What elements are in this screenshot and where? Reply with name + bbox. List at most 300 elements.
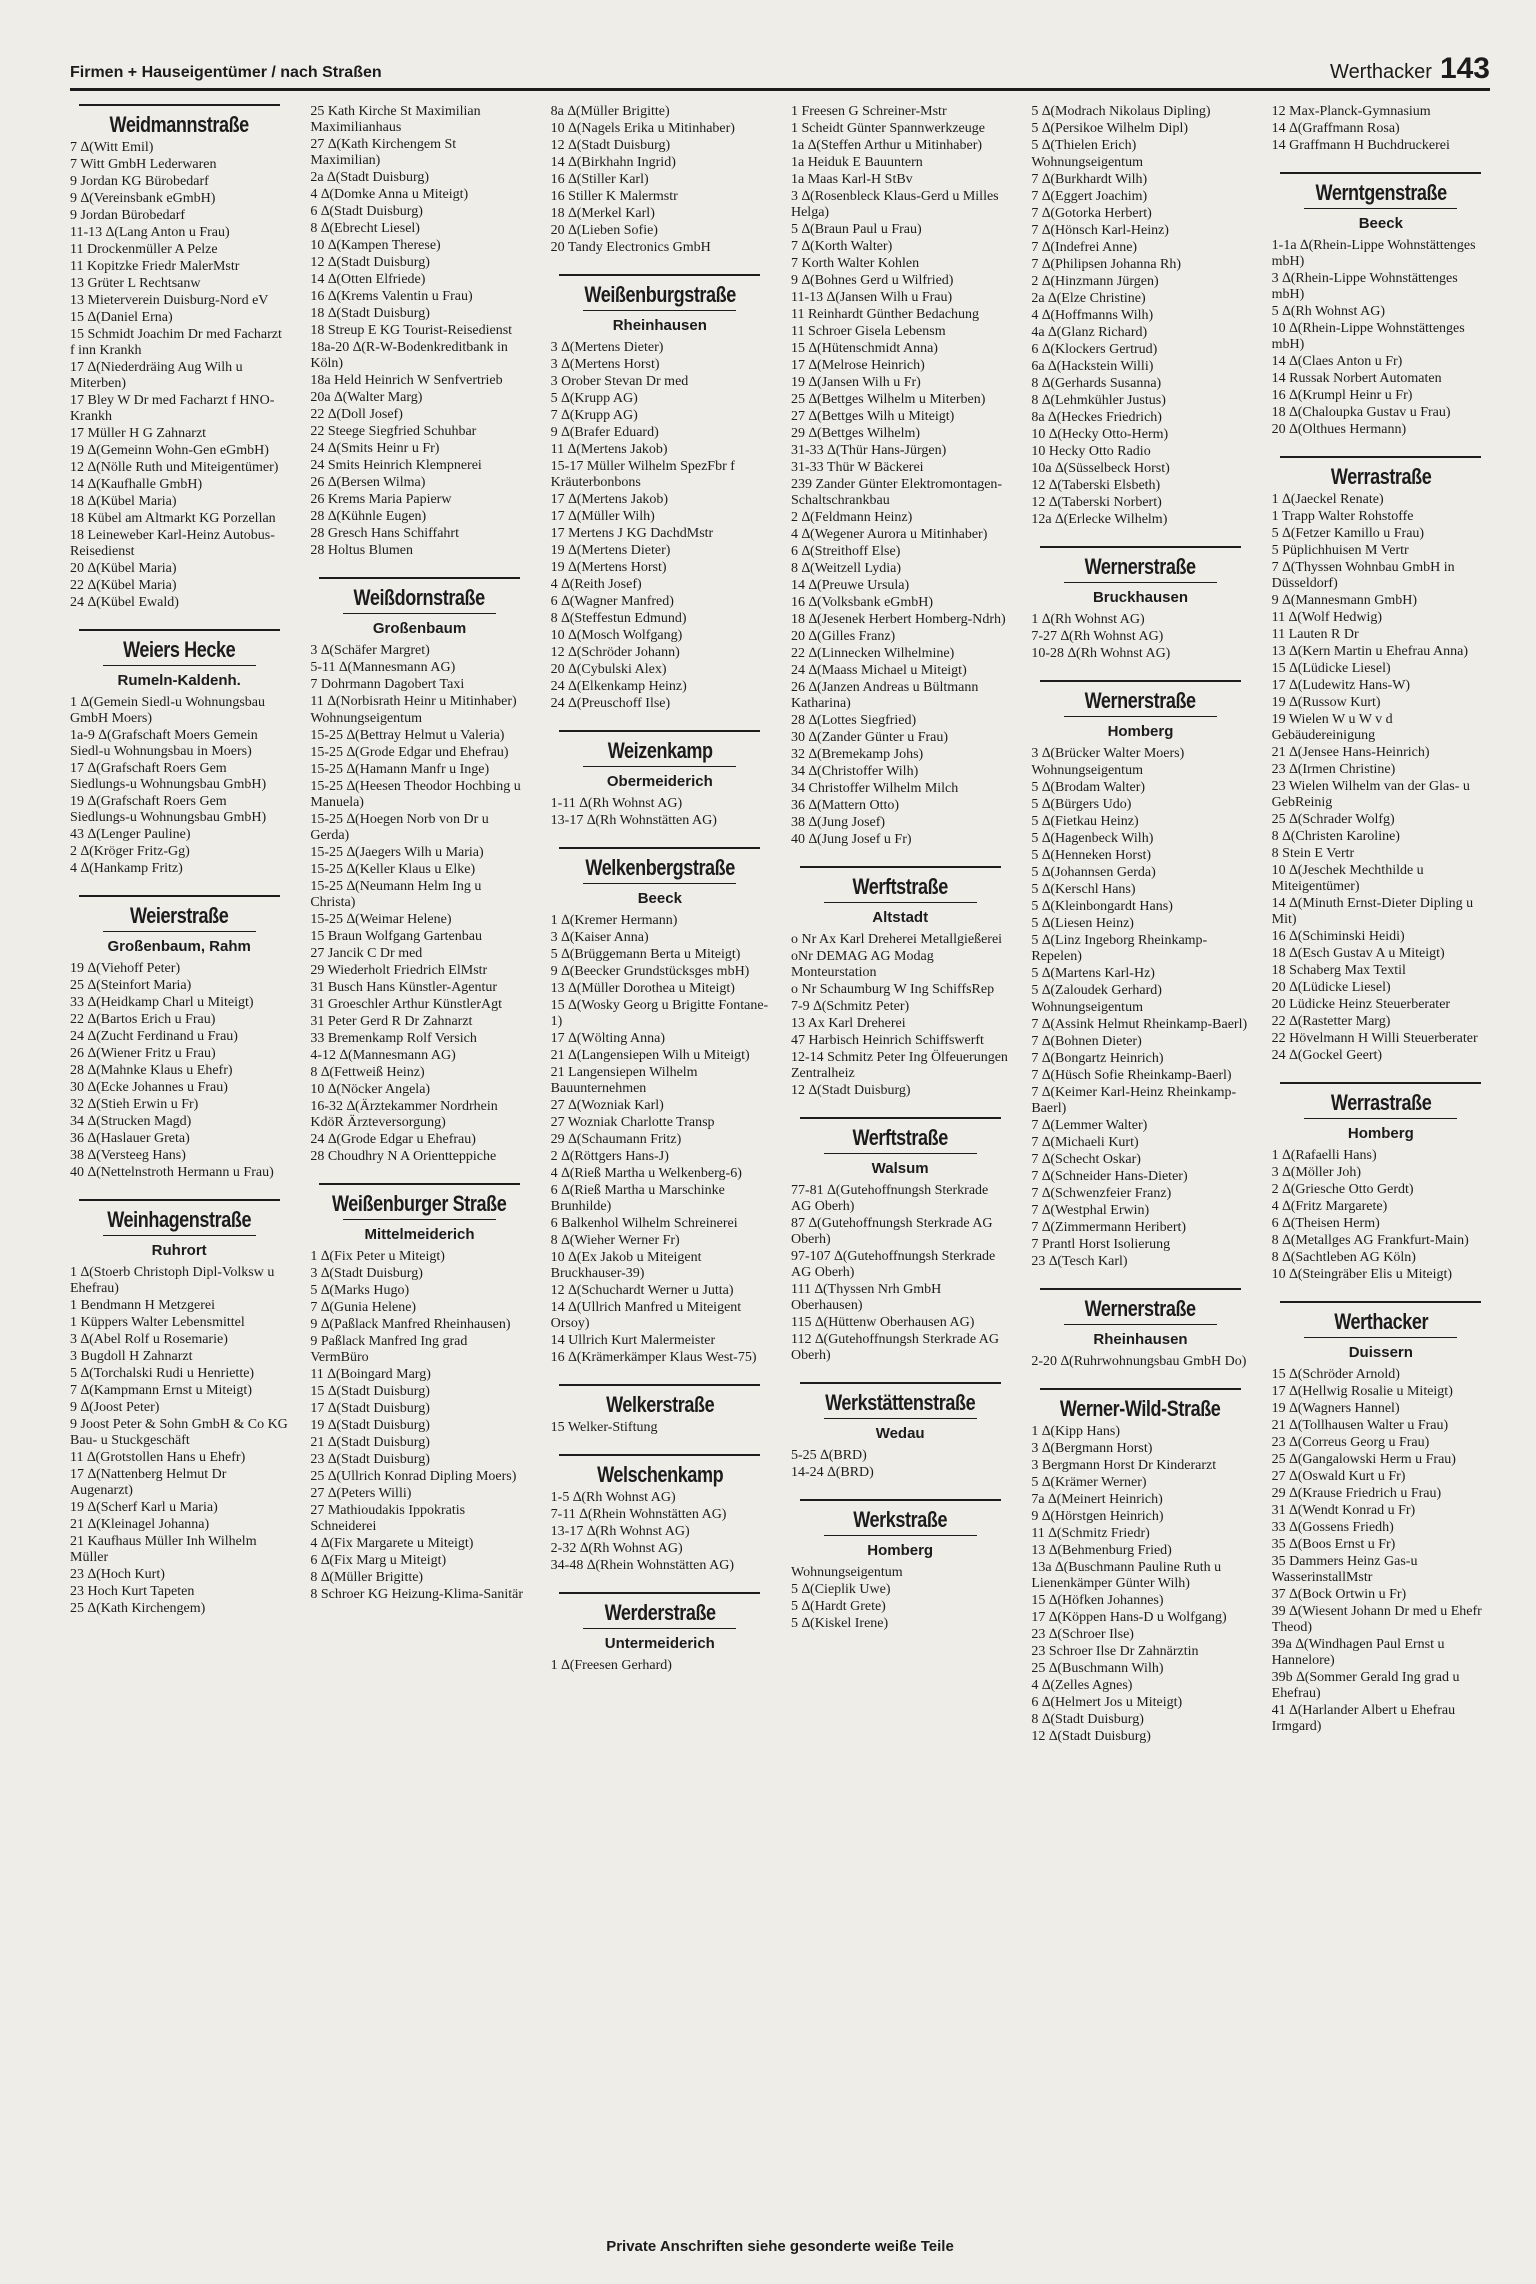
street-divider	[800, 1382, 1001, 1384]
directory-entry: 20a ∆(Walter Marg)	[310, 390, 423, 405]
directory-entry: 13 Ax Karl Dreherei	[790, 1016, 906, 1031]
directory-entry: 21 ∆(Jensee Hans-Heinrich)	[1271, 745, 1430, 760]
directory-entry: 1 Bendmann H Metzgerei	[70, 1298, 216, 1313]
directory-entry: 7 ∆(Michaeli Kurt)	[1031, 1135, 1139, 1150]
directory-entry: 19 ∆(Stadt Duisburg)	[310, 1418, 430, 1433]
directory-entry: 31-33 ∆(Thür Hans-Jürgen)	[790, 443, 947, 458]
directory-entry: 4 ∆(Fritz Margarete)	[1271, 1199, 1388, 1214]
directory-entry: 9 Jordan KG Bürobedarf	[70, 174, 209, 189]
directory-entry: 28 ∆(Mahnke Klaus u Ehefr)	[70, 1063, 233, 1078]
directory-entry: 23 ∆(Stadt Duisburg)	[310, 1452, 430, 1467]
directory-entry: 2a ∆(Elze Christine)	[1031, 291, 1146, 306]
directory-entry: 7 ∆(Schneider Hans-Dieter)	[1031, 1169, 1188, 1184]
directory-entry: 12 Max-Planck-Gymnasium	[1271, 104, 1431, 119]
directory-entry: 19 ∆(Gemeinn Wohn-Gen eGmbH)	[70, 443, 269, 458]
directory-entry: 18a Held Heinrich W Senfvertrieb	[310, 373, 503, 388]
directory-entry: 13 ∆(Kern Martin u Ehefrau Anna)	[1271, 644, 1468, 659]
directory-entry: 27 ∆(Kath Kirchengem St Maximilian)	[310, 137, 457, 168]
street-name: Werftstraße	[852, 1125, 948, 1150]
directory-entry: 10 ∆(Jeschek Mechthilde u Miteigentümer)	[1271, 863, 1424, 894]
directory-entry: 9 ∆(Paßlack Manfred Rheinhausen)	[310, 1317, 511, 1332]
directory-entry: 22 ∆(Bartos Erich u Frau)	[70, 1012, 216, 1027]
directory-entry: 9 Jordan Bürobedarf	[70, 208, 186, 223]
directory-entry: 8 Stein E Vertr	[1271, 846, 1355, 861]
directory-entry: 23 Wielen Wilhelm van der Glas- u GebReinig	[1271, 779, 1470, 810]
directory-entry: 11 ∆(Norbisrath Heinr u Mitinhaber)	[310, 694, 517, 709]
directory-entry: 7 ∆(Lemmer Walter)	[1031, 1118, 1148, 1133]
directory-entry: Wohnungseigentum	[1031, 155, 1143, 170]
directory-entry: 5 ∆(Brodam Walter)	[1031, 780, 1146, 795]
street-divider	[559, 1592, 760, 1594]
street-divider	[1040, 1388, 1241, 1390]
directory-entry: 10 Hecky Otto Radio	[1031, 444, 1151, 459]
directory-entry: 6 ∆(Fix Marg u Miteigt)	[310, 1553, 447, 1568]
directory-entry: 11 Kopitzke Friedr MalerMstr	[70, 259, 240, 274]
directory-entry: 22 ∆(Linnecken Wilhelmine)	[790, 646, 955, 661]
directory-entry: 13 ∆(Behmenburg Fried)	[1031, 1543, 1172, 1558]
directory-entry: 11 ∆(Schmitz Friedr)	[1031, 1526, 1150, 1541]
street-block	[1272, 104, 1490, 154]
district-divider	[824, 902, 977, 903]
district-name: Duissern	[1348, 1344, 1413, 1361]
directory-entry: 39a ∆(Windhagen Paul Ernst u Hannelore)	[1271, 1637, 1445, 1668]
district-divider	[824, 1153, 977, 1154]
directory-entry: 1-1a ∆(Rhein-Lippe Wohnstättenges mbH)	[1271, 238, 1476, 269]
street-name: Weidmannstraße	[109, 112, 249, 137]
directory-entry: Wohnungseigentum	[1031, 763, 1143, 778]
directory-entry: 8 ∆(Fettweiß Heinz)	[310, 1065, 425, 1080]
directory-entry: 115 ∆(Hüttenw Oberhausen AG)	[790, 1315, 975, 1330]
directory-entry: 6a ∆(Hackstein Willi)	[1031, 359, 1154, 374]
directory-entry: 18 ∆(Esch Gustav A u Miteigt)	[1271, 946, 1445, 961]
street-name: Weißdornstraße	[353, 585, 486, 610]
directory-entry: 2 ∆(Feldmann Heinz)	[790, 510, 913, 525]
directory-entry: 12 ∆(Taberski Norbert)	[1031, 495, 1162, 510]
directory-entry: 8 ∆(Steffestun Edmund)	[550, 611, 687, 626]
street-name: Weinhagenstraße	[107, 1207, 252, 1232]
directory-entry: 24 ∆(Smits Heinr u Fr)	[310, 441, 440, 456]
directory-entry: 6 ∆(Theisen Herm)	[1271, 1216, 1380, 1231]
directory-entry: 13 ∆(Müller Dorothea u Miteigt)	[550, 981, 735, 996]
directory-entry: 15-25 ∆(Grode Edgar und Ehefrau)	[310, 745, 509, 760]
directory-entry: 8 ∆(Müller Brigitte)	[310, 1570, 424, 1585]
directory-entry: 5 ∆(Cieplik Uwe)	[790, 1582, 891, 1597]
directory-entry: 5 ∆(Kerschl Hans)	[1031, 882, 1136, 897]
street-divider	[559, 1454, 760, 1456]
directory-entry: 22 ∆(Rastetter Marg)	[1271, 1014, 1391, 1029]
street-block	[1272, 1301, 1490, 1735]
directory-entry: 13-17 ∆(Rh Wohnst AG)	[550, 1524, 690, 1539]
directory-entry: 7 ∆(Schwenzfeier Franz)	[1031, 1186, 1172, 1201]
directory-entry: 36 ∆(Haslauer Greta)	[70, 1131, 190, 1146]
directory-entry: 20 ∆(Kübel Maria)	[70, 561, 177, 576]
directory-entry: 5 ∆(Linz Ingeborg Rheinkamp-Repelen)	[1031, 933, 1208, 964]
directory-entry: 4 ∆(Reith Josef)	[550, 577, 642, 592]
directory-entry: 15 ∆(Daniel Erna)	[70, 310, 173, 325]
page-number: 143	[1439, 52, 1490, 85]
directory-entry: 2 ∆(Kröger Fritz-Gg)	[70, 844, 190, 859]
directory-entry: 5 ∆(Brüggemann Berta u Miteigt)	[550, 947, 741, 962]
directory-entry: 27 ∆(Peters Willi)	[310, 1486, 412, 1501]
directory-entry: 5 ∆(Persikoe Wilhelm Dipl)	[1031, 121, 1188, 136]
directory-entry: 22 ∆(Kübel Maria)	[70, 578, 177, 593]
directory-entry: 15 ∆(Höfken Johannes)	[1031, 1593, 1164, 1608]
directory-entry: 5-11 ∆(Mannesmann AG)	[310, 660, 456, 675]
directory-entry: 17 ∆(Stadt Duisburg)	[310, 1401, 430, 1416]
directory-entry: 8 ∆(Sachtleben AG Köln)	[1271, 1250, 1416, 1265]
directory-entry: 25 ∆(Gangalowski Herm u Frau)	[1271, 1452, 1456, 1467]
directory-entry: 13 Mieterverein Duisburg-Nord eV	[70, 293, 269, 308]
district-name: Rheinhausen	[1093, 1331, 1188, 1348]
directory-entry: 17 Mertens J KG DachdMstr	[550, 526, 714, 541]
directory-entry: 33 ∆(Heidkamp Charl u Miteigt)	[70, 995, 254, 1010]
street-name: Werftstraße	[852, 874, 948, 899]
directory-entry: 2a ∆(Stadt Duisburg)	[310, 170, 430, 185]
directory-entry: 15 Schmidt Joachim Dr med Facharzt f inn Krankh	[70, 327, 282, 358]
street-divider	[800, 1499, 1001, 1501]
directory-entry: 7 Korth Walter Kohlen	[790, 256, 920, 271]
directory-entry: 4 ∆(Zelles Agnes)	[1031, 1678, 1133, 1693]
directory-entry: 17 Müller H G Zahnarzt	[70, 426, 207, 441]
directory-entry: 6 ∆(Stadt Duisburg)	[310, 204, 423, 219]
street-name: Werderstraße	[604, 1600, 716, 1625]
directory-entry: 31 Busch Hans Künstler-Agentur	[310, 980, 498, 995]
directory-entry: 12 ∆(Stadt Duisburg)	[790, 1083, 911, 1098]
street-name: Weiers Hecke	[123, 637, 236, 662]
directory-entry: 15-25 ∆(Heesen Theodor Hochbing u Manuela)	[310, 779, 521, 810]
directory-column	[791, 104, 1009, 2204]
street-block	[551, 1384, 769, 1436]
directory-entry: 11 Lauten R Dr	[1271, 627, 1359, 642]
directory-entry: 11 ∆(Grotstollen Hans u Ehefr)	[70, 1450, 246, 1465]
directory-entry: 5 ∆(Henneken Horst)	[1031, 848, 1152, 863]
district-name: Homberg	[1107, 723, 1174, 740]
directory-entry: 1 Trapp Walter Rohstoffe	[1271, 509, 1414, 524]
directory-entry: 5 ∆(Modrach Nikolaus Dipling)	[1031, 104, 1211, 119]
street-name: Welschenkamp	[596, 1462, 723, 1487]
directory-entry: 5 ∆(Kleinbongardt Hans)	[1031, 899, 1173, 914]
directory-entry: 5 ∆(Bürgers Udo)	[1031, 797, 1132, 812]
district-divider	[103, 665, 256, 666]
directory-entry: 7 ∆(Assink Helmut Rheinkamp-Baerl)	[1031, 1017, 1248, 1032]
directory-entry: 1a Maas Karl-H StBv	[790, 172, 913, 187]
directory-entry: 27 Wozniak Charlotte Transp	[550, 1115, 715, 1130]
street-block	[791, 866, 1009, 1099]
directory-entry: 4 ∆(Domke Anna u Miteigt)	[310, 187, 469, 202]
street-block	[1031, 104, 1249, 528]
directory-entry: 7 ∆(Schecht Oskar)	[1031, 1152, 1141, 1167]
directory-entry: 12 ∆(Stadt Duisburg)	[550, 138, 671, 153]
street-name: Werkstraße	[853, 1507, 948, 1532]
directory-entry: 29 ∆(Krause Friedrich u Frau)	[1271, 1486, 1442, 1501]
directory-entry: 9 ∆(Hörstgen Heinrich)	[1031, 1509, 1164, 1524]
directory-entry: 12 ∆(Stadt Duisburg)	[1031, 1729, 1151, 1744]
directory-entry: 6 ∆(Wagner Manfred)	[550, 594, 674, 609]
street-block	[791, 1382, 1009, 1481]
directory-columns	[70, 104, 1490, 2204]
district-divider	[103, 931, 256, 932]
street-block	[70, 895, 288, 1181]
street-block	[791, 104, 1009, 848]
directory-entry: 3 Orober Stevan Dr med	[550, 374, 689, 389]
directory-entry: 7-11 ∆(Rhein Wohnstätten AG)	[550, 1507, 727, 1522]
directory-column	[551, 104, 769, 2204]
directory-entry: 4 ∆(Fix Margarete u Miteigt)	[310, 1536, 474, 1551]
district-name: Homberg	[867, 1542, 934, 1559]
directory-entry: 24 ∆(Maass Michael u Miteigt)	[790, 663, 967, 678]
directory-column	[1031, 104, 1249, 2204]
directory-entry: 7 Witt GmbH Lederwaren	[70, 157, 217, 172]
directory-entry: 7 ∆(Korth Walter)	[790, 239, 893, 254]
directory-entry: 24 ∆(Gockel Geert)	[1271, 1048, 1383, 1063]
directory-entry: 7 ∆(Bohnen Dieter)	[1031, 1034, 1142, 1049]
directory-entry: 14 ∆(Otten Elfriede)	[310, 272, 426, 287]
directory-entry: 39 ∆(Wiesent Johann Dr med u Ehefr Theod)	[1271, 1604, 1482, 1635]
directory-entry: 1 Küppers Walter Lebensmittel	[70, 1315, 245, 1330]
district-name: Ruhrort	[151, 1242, 207, 1259]
directory-entry: 30 ∆(Zander Günter u Frau)	[790, 730, 949, 745]
directory-entry: 8 ∆(Wieher Werner Fr)	[550, 1233, 680, 1248]
street-divider	[1280, 456, 1481, 458]
directory-entry: 33 ∆(Gossens Friedh)	[1271, 1520, 1394, 1535]
directory-entry: 25 ∆(Buschmann Wilh)	[1031, 1661, 1164, 1676]
street-block	[791, 1117, 1009, 1364]
street-block	[551, 274, 769, 712]
directory-entry: 26 ∆(Wiener Fritz u Frau)	[70, 1046, 216, 1061]
directory-entry: 9 ∆(Brafer Eduard)	[550, 425, 659, 440]
directory-entry: 15-25 ∆(Hoegen Norb von Dr u Gerda)	[310, 812, 489, 843]
directory-entry: 9 ∆(Mannesmann GmbH)	[1271, 593, 1418, 608]
directory-entry: 111 ∆(Thyssen Nrh GmbH Oberhausen)	[790, 1282, 942, 1313]
directory-entry: 19 ∆(Wagners Hannel)	[1271, 1401, 1400, 1416]
directory-column	[70, 104, 288, 2204]
directory-entry: 15 Welker-Stiftung	[550, 1420, 658, 1435]
page-marker	[1330, 54, 1490, 88]
directory-entry: 14 ∆(Birkhahn Ingrid)	[550, 155, 676, 170]
directory-entry: 15-25 ∆(Hamann Manfr u Inge)	[310, 762, 490, 777]
directory-entry: 14 ∆(Graffmann Rosa)	[1271, 121, 1400, 136]
directory-entry: 8 ∆(Stadt Duisburg)	[1031, 1712, 1144, 1727]
directory-entry: 27 Jancik C Dr med	[310, 946, 423, 961]
district-name: Rumeln-Kaldenh.	[117, 672, 241, 689]
directory-entry: 23 ∆(Irmen Christine)	[1271, 762, 1396, 777]
district-name: Rheinhausen	[612, 317, 707, 334]
directory-entry: 37 ∆(Bock Ortwin u Fr)	[1271, 1587, 1407, 1602]
directory-entry: 28 Choudhry N A Orientteppiche	[310, 1149, 497, 1164]
directory-entry: 26 Krems Maria Papierw	[310, 492, 452, 507]
directory-entry: 17 Bley W Dr med Facharzt f HNO-Krankh	[70, 393, 275, 424]
street-block	[1272, 1082, 1490, 1283]
directory-entry: 7 Prantl Horst Isolierung	[1031, 1237, 1171, 1252]
directory-entry: 7 ∆(Witt Emil)	[70, 140, 154, 155]
directory-entry: 27 ∆(Oswald Kurt u Fr)	[1271, 1469, 1406, 1484]
directory-entry: 16 ∆(Krumpl Heinr u Fr)	[1271, 388, 1413, 403]
directory-entry: 14 ∆(Ullrich Manfred u Miteigent Orsoy)	[550, 1300, 742, 1331]
directory-entry: 7 ∆(Bongartz Heinrich)	[1031, 1051, 1164, 1066]
street-divider	[1040, 1288, 1241, 1290]
directory-entry: 3 ∆(Bergmann Horst)	[1031, 1441, 1153, 1456]
directory-entry: 23 ∆(Tesch Karl)	[1031, 1254, 1128, 1269]
directory-entry: 19 ∆(Mertens Horst)	[550, 560, 667, 575]
directory-entry: 13-17 ∆(Rh Wohnstätten AG)	[550, 813, 717, 828]
directory-entry: 15 ∆(Stadt Duisburg)	[310, 1384, 430, 1399]
directory-entry: 27 ∆(Wozniak Karl)	[550, 1098, 664, 1113]
directory-entry: 4 ∆(Hankamp Fritz)	[70, 861, 183, 876]
directory-entry: 17 ∆(Niederdräing Aug Wilh u Miterben)	[70, 360, 243, 391]
directory-entry: 16 Stiller K Malermstr	[550, 189, 678, 204]
directory-entry: 15 ∆(Schröder Arnold)	[1271, 1367, 1400, 1382]
street-name: Weißenburger Straße	[332, 1191, 507, 1216]
district-name: Beeck	[637, 890, 682, 907]
directory-entry: 23 Hoch Kurt Tapeten	[70, 1584, 195, 1599]
directory-entry: 10 ∆(Hecky Otto-Herm)	[1031, 427, 1169, 442]
directory-entry: 5 ∆(Braun Paul u Frau)	[790, 222, 922, 237]
district-divider	[1064, 716, 1217, 717]
directory-entry: 15-25 ∆(Keller Klaus u Elke)	[310, 862, 476, 877]
district-divider	[103, 1235, 256, 1236]
directory-entry: 8 ∆(Lehmkühler Justus)	[1031, 393, 1166, 408]
directory-entry: 38 ∆(Versteeg Hans)	[70, 1148, 186, 1163]
street-block	[310, 577, 528, 1165]
directory-entry: 11 ∆(Wolf Hedwig)	[1271, 610, 1382, 625]
directory-entry: 25 Kath Kirche St Maximilian Maximilianhaus	[310, 104, 481, 135]
directory-entry: 1 ∆(Stoerb Christoph Dipl-Volksw u Ehefrau)	[70, 1265, 275, 1296]
directory-entry: 15-25 ∆(Jaegers Wilh u Maria)	[310, 845, 484, 860]
directory-entry: 27 ∆(Bettges Wilh u Miteigt)	[790, 409, 955, 424]
directory-entry: 1 ∆(Gemein Siedl-u Wohnungsbau GmbH Moers)	[70, 695, 265, 726]
directory-entry: 8 ∆(Gerhards Susanna)	[1031, 376, 1162, 391]
directory-entry: 12 ∆(Stadt Duisburg)	[310, 255, 430, 270]
directory-entry: 20 Lüdicke Heinz Steuerberater	[1271, 997, 1451, 1012]
directory-entry: 21 Kaufhaus Müller Inh Wilhelm Müller	[70, 1534, 257, 1565]
directory-entry: 12 ∆(Taberski Elsbeth)	[1031, 478, 1161, 493]
directory-entry: 5 Püplichhuisen M Vertr	[1271, 543, 1409, 558]
directory-entry: 1 ∆(Rh Wohnst AG)	[1031, 612, 1145, 627]
directory-entry: 2-20 ∆(Ruhrwohnungsbau GmbH Do)	[1031, 1354, 1247, 1369]
directory-entry: 17 ∆(Melrose Heinrich)	[790, 358, 925, 373]
street-name: Wernerstraße	[1084, 554, 1197, 579]
directory-entry: 3 ∆(Mertens Horst)	[550, 357, 660, 372]
directory-entry: 8 ∆(Christen Karoline)	[1271, 829, 1400, 844]
directory-entry: 7 ∆(Gunia Helene)	[310, 1300, 417, 1315]
directory-entry: 12 ∆(Nölle Ruth und Miteigentümer)	[70, 460, 279, 475]
directory-entry: 26 ∆(Janzen Andreas u Bültmann Katharina)	[790, 680, 979, 711]
directory-entry: 8a ∆(Müller Brigitte)	[550, 104, 670, 119]
street-divider	[1280, 1301, 1481, 1303]
street-name: Werthacker	[1333, 1309, 1428, 1334]
directory-entry: 2 ∆(Hinzmann Jürgen)	[1031, 274, 1159, 289]
street-block	[551, 847, 769, 1366]
directory-entry: 12a ∆(Erlecke Wilhelm)	[1031, 512, 1168, 527]
directory-entry: o Nr Schaumburg W Ing SchiffsRep	[790, 982, 995, 997]
directory-entry: 17 ∆(Wölting Anna)	[550, 1031, 665, 1046]
directory-entry: 18 Leineweber Karl-Heinz Autobus-Reisedienst	[70, 528, 275, 559]
street-divider	[79, 104, 280, 106]
directory-entry: 14 ∆(Minuth Ernst-Dieter Dipling u Mit)	[1271, 896, 1474, 927]
district-name: Altstadt	[872, 909, 929, 926]
directory-entry: 17 ∆(Nattenberg Helmut Dr Augenarzt)	[70, 1467, 227, 1498]
directory-entry: 18 ∆(Chaloupka Gustav u Frau)	[1271, 405, 1451, 420]
district-divider	[824, 1418, 977, 1419]
district-name: Homberg	[1347, 1125, 1414, 1142]
directory-entry: 6 ∆(Streithoff Else)	[790, 544, 901, 559]
directory-entry: 7 Dohrmann Dagobert Taxi	[310, 677, 465, 692]
directory-entry: 43 ∆(Lenger Pauline)	[70, 827, 191, 842]
directory-entry: 14 Ullrich Kurt Malermeister	[550, 1333, 716, 1348]
directory-entry: 34 ∆(Strucken Magd)	[70, 1114, 192, 1129]
directory-entry: 8 ∆(Weitzell Lydia)	[790, 561, 902, 576]
directory-entry: o Nr Ax Karl Dreherei Metallgießerei	[790, 932, 1003, 947]
directory-entry: 14 ∆(Kaufhalle GmbH)	[70, 477, 203, 492]
directory-entry: 31 Peter Gerd R Dr Zahnarzt	[310, 1014, 473, 1029]
directory-entry: 9 ∆(Joost Peter)	[70, 1400, 160, 1415]
directory-entry: 10 ∆(Rhein-Lippe Wohnstättenges mbH)	[1271, 321, 1465, 352]
directory-entry: Wohnungseigentum	[1031, 1000, 1143, 1015]
directory-entry: 25 ∆(Steinfort Maria)	[70, 978, 192, 993]
directory-entry: 20 ∆(Cybulski Alex)	[550, 662, 667, 677]
directory-entry: 28 Holtus Blumen	[310, 543, 413, 558]
directory-entry: 24 Smits Heinrich Klempnerei	[310, 458, 482, 473]
directory-entry: 41 ∆(Harlander Albert u Ehefrau Irmgard)	[1271, 1703, 1456, 1734]
street-divider	[79, 1199, 280, 1201]
directory-entry: 11 Schroer Gisela Lebensm	[790, 324, 946, 339]
directory-entry: 14 ∆(Preuwe Ursula)	[790, 578, 910, 593]
district-name: Bruckhausen	[1092, 589, 1189, 606]
directory-entry: 36 ∆(Mattern Otto)	[790, 798, 900, 813]
directory-entry: 19 Wielen W u W v d Gebäudereinigung	[1271, 712, 1393, 743]
street-name: Werner-Wild-Straße	[1060, 1396, 1221, 1421]
directory-entry: 30 ∆(Ecke Johannes u Frau)	[70, 1080, 228, 1095]
directory-entry: 1 ∆(Jaeckel Renate)	[1271, 492, 1384, 507]
directory-entry: 23 Schroer Ilse Dr Zahnärztin	[1031, 1644, 1199, 1659]
directory-entry: 5 ∆(Kiskel Irene)	[790, 1616, 889, 1631]
directory-entry: 12-14 Schmitz Peter Ing Ölfeuerungen Zentralheiz	[790, 1050, 1008, 1081]
directory-entry: 31 Groeschler Arthur KünstlerAgt	[310, 997, 503, 1012]
street-name: Werrastraße	[1330, 1090, 1432, 1115]
street-name: Wernerstraße	[1084, 1296, 1197, 1321]
directory-entry: 25 ∆(Schrader Wolfg)	[1271, 812, 1395, 827]
directory-entry: 9 Joost Peter & Sohn GmbH & Co KG Bau- u Stuckgeschäft	[70, 1417, 288, 1448]
directory-entry: oNr DEMAG AG Modag Monteurstation	[790, 949, 934, 980]
directory-entry: 7 ∆(Keimer Karl-Heinz Rheinkamp-Baerl)	[1031, 1085, 1237, 1116]
directory-entry: 21 ∆(Kleinagel Johanna)	[70, 1517, 210, 1532]
directory-entry: 14 ∆(Claes Anton u Fr)	[1271, 354, 1403, 369]
directory-entry: Wohnungseigentum	[790, 1565, 903, 1580]
directory-page	[70, 48, 1490, 2255]
street-block	[70, 104, 288, 611]
street-block	[1031, 1388, 1249, 1745]
district-name: Großenbaum	[372, 620, 467, 637]
directory-entry: 1 ∆(Rafaelli Hans)	[1271, 1148, 1377, 1163]
directory-entry: 20 Tandy Electronics GmbH	[550, 240, 711, 255]
directory-entry: Wohnungseigentum	[310, 711, 422, 726]
district-name: Beeck	[1358, 215, 1403, 232]
district-divider	[583, 1628, 736, 1629]
directory-entry: 24 ∆(Preuschoff Ilse)	[550, 696, 671, 711]
directory-entry: 11-13 ∆(Lang Anton u Frau)	[70, 225, 230, 240]
district-name: Obermeiderich	[606, 773, 713, 790]
directory-entry: 16 ∆(Volksbank eGmbH)	[790, 595, 934, 610]
directory-entry: 5 ∆(Hardt Grete)	[790, 1599, 886, 1614]
street-divider	[800, 866, 1001, 868]
street-block	[70, 629, 288, 877]
directory-entry: 16 ∆(Stiller Karl)	[550, 172, 649, 187]
directory-entry: 23 ∆(Correus Georg u Frau)	[1271, 1435, 1430, 1450]
directory-entry: 20 ∆(Lieben Sofie)	[550, 223, 658, 238]
district-divider	[1304, 1118, 1457, 1119]
directory-entry: 38 ∆(Jung Josef)	[790, 815, 886, 830]
directory-entry: 4-12 ∆(Mannesmann AG)	[310, 1048, 456, 1063]
